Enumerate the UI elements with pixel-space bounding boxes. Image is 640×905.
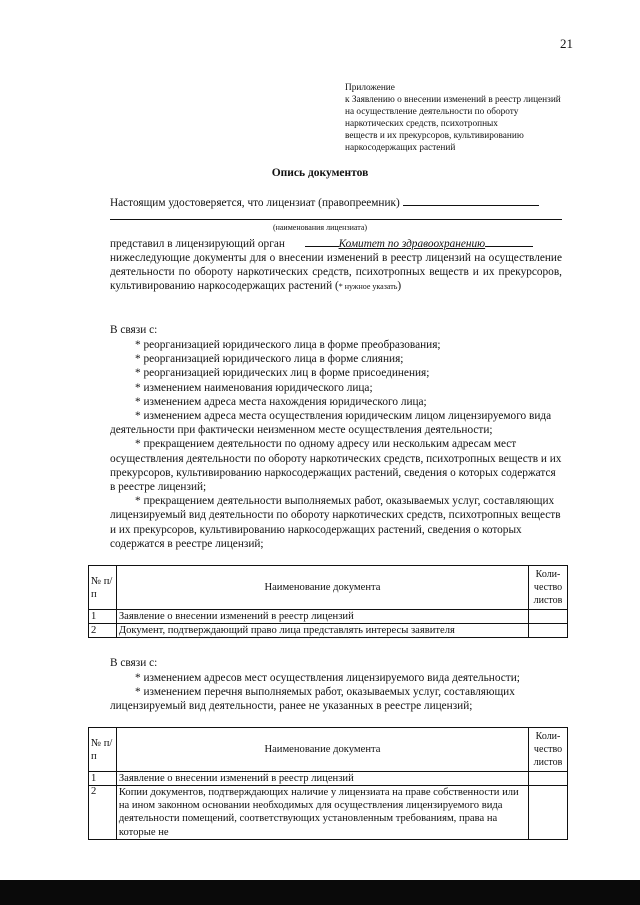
row-qty — [529, 624, 568, 638]
appendix-note — [345, 82, 585, 154]
header-num: № п/п — [89, 566, 117, 610]
organ-blank-left — [305, 235, 339, 247]
section2-intro: В связи с: — [110, 657, 158, 669]
scan-bottom-edge — [0, 880, 640, 905]
documents-table-2 — [88, 727, 568, 840]
row-name: Копии документов, подтверждающих наличие у лицензиата на праве собственности или на ином законном основании необходимых для осуществления лицензируемого вида деятельности помещений, соответствующих установленным требованиям, права на которые не — [116, 786, 528, 840]
section1-reasons — [110, 338, 562, 551]
reason-item: * прекращением деятельности по одному адресу или нескольким адресам мест осуществления деятельности по обороту наркотических средств, психотропных веществ и их прекурсоров, культивированию наркосодержащих растений, сведения о которых содержатся в реестре лицензий; — [110, 438, 562, 494]
header-qty: Коли-чество листов — [529, 728, 568, 772]
reason-item: * изменением адреса места нахождения юридического лица; — [135, 395, 427, 408]
row-name: Документ, подтверждающий право лица представлять интересы заявителя — [116, 624, 528, 638]
reason-item: * реорганизацией юридических лиц в форме присоединения; — [135, 367, 430, 380]
table-row — [89, 772, 568, 786]
licensee-name-line — [110, 219, 562, 220]
reason-item: * изменением перечня выполняемых работ, оказываемых услуг, составляющих лицензируемый вид деятельности, ранее не указанных в реестре лицензий; — [110, 686, 515, 713]
row-qty — [529, 772, 568, 786]
header-qty: Коли-чество листов — [529, 566, 568, 610]
header-num: № п/п — [89, 728, 117, 772]
row-num: 1 — [89, 610, 117, 624]
organ-name: Комитет по здравоохранению — [338, 238, 486, 250]
row-num: 1 — [89, 772, 117, 786]
table-header-row — [89, 728, 568, 772]
licensee-blank — [403, 194, 539, 206]
licensee-name-caption: (наименования лицензиата) — [272, 223, 368, 232]
reason-item: * изменением наименования юридического лица; — [135, 381, 373, 394]
row-name: Заявление о внесении изменений в реестр лицензий — [116, 610, 528, 624]
appendix-line: наркосодержащих растений — [345, 143, 456, 153]
paragraph-close: ) — [397, 280, 402, 292]
appendix-line: к Заявлению о внесении изменений в реестр лицензий — [345, 95, 561, 105]
certify-line — [110, 194, 539, 209]
row-num: 2 — [89, 624, 117, 638]
reason-item: * изменением адресов мест осуществления лицензируемого вида деятельности; — [135, 672, 520, 684]
row-qty — [529, 610, 568, 624]
appendix-line: на осуществление деятельности по обороту — [345, 107, 519, 117]
certify-text: Настоящим удостоверяется, что лицензиат (правопреемник) — [110, 197, 400, 209]
section1-intro: В связи с: — [110, 324, 158, 336]
appendix-line: Приложение — [345, 83, 395, 93]
row-qty — [529, 786, 568, 840]
table-header-row — [89, 566, 568, 610]
appendix-line: веществ и их прекурсоров, культивированию — [345, 131, 524, 141]
table-row — [89, 610, 568, 624]
submitted-text: представил в лицензирующий орган — [110, 238, 285, 250]
organ-blank-right — [485, 235, 533, 247]
reason-item: * реорганизацией юридического лица в форме слияния; — [135, 353, 404, 366]
paragraph-note: * нужное указать — [338, 282, 398, 291]
submitted-line — [110, 235, 533, 250]
reason-item: * реорганизацией юридического лица в форме преобразования; — [135, 339, 441, 351]
page-number: 21 — [560, 36, 573, 51]
description-paragraph — [110, 251, 562, 294]
row-num: 2 — [89, 786, 117, 840]
document-title: Опись документов — [271, 167, 369, 179]
appendix-line: наркотических средств, психотропных — [345, 119, 498, 129]
section2-reasons — [110, 671, 562, 714]
header-name: Наименование документа — [116, 728, 528, 772]
reason-item: * изменением адреса места осуществления юридическим лицом лицензируемого вида деятельности при фактически неизменном месте осуществления деятельности; — [110, 410, 552, 437]
row-name: Заявление о внесении изменений в реестр лицензий — [116, 772, 528, 786]
paragraph-text: нижеследующие документы для о внесении изменений в реестр лицензий на осуществление деятельности по обороту наркотических средств, психотропных веществ и их прекурсоров, культивированию наркосодержащих растений ( — [110, 252, 562, 292]
documents-table-1 — [88, 565, 568, 638]
table-row — [89, 624, 568, 638]
table-row — [89, 786, 568, 840]
header-name: Наименование документа — [116, 566, 528, 610]
reason-item: * прекращением деятельности выполняемых работ, оказываемых услуг, составляющих лицензируемый вид деятельности по обороту наркотических средств, психотропных веществ и их прекурсоров, культивированию наркосодержащих растений, сведения о которых содержатся в реестре лицензий; — [110, 495, 561, 550]
